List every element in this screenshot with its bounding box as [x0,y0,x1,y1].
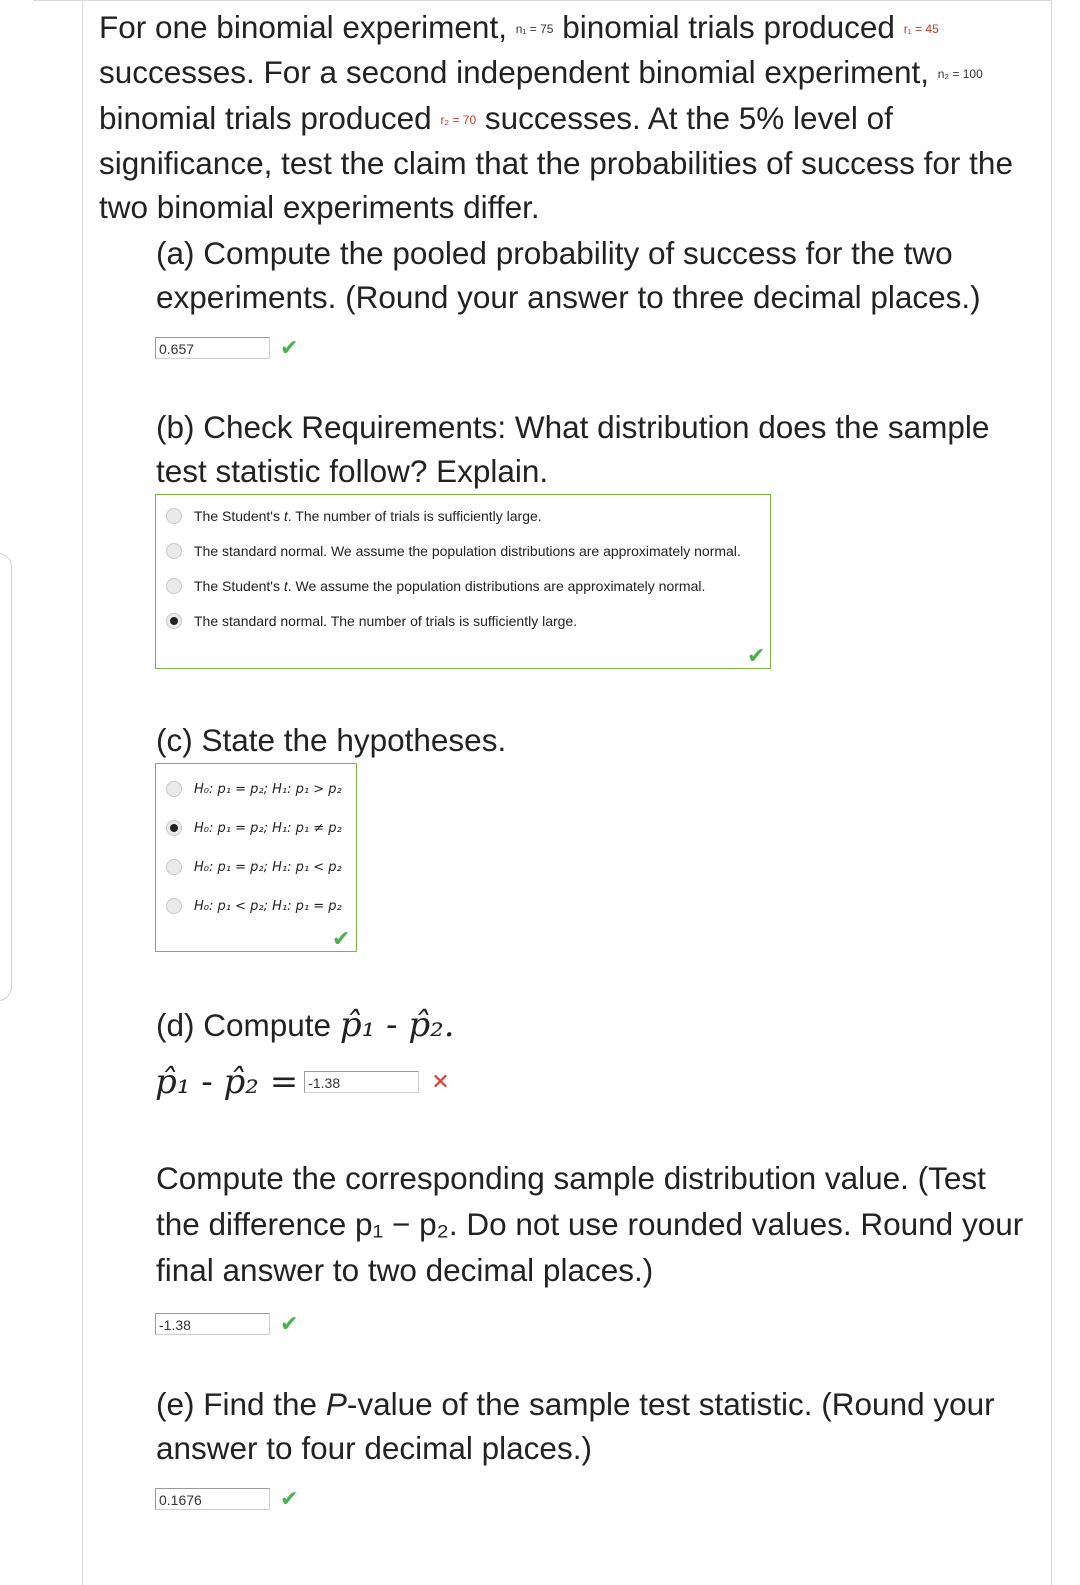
option-label: The standard normal. We assume the population distributions are approximately normal. [194,543,741,559]
intro-text-3: successes. For a second independent binomial experiment, [99,54,929,91]
part-d-answer-row [155,1062,450,1102]
radio-button[interactable] [166,508,182,524]
n2-value: n₂ = 100 [937,67,983,82]
scroll-handle[interactable] [0,553,12,1001]
part-a-answer-input[interactable]: 0.657 [155,337,270,359]
part-d-expr-label: p̂₁ - p̂₂ = [155,1062,299,1102]
option-label: The standard normal. The number of trials is sufficiently large. [194,613,578,629]
radio-button[interactable] [166,543,182,559]
part-e-question [156,1383,1046,1470]
check-icon: ✔ [280,1486,299,1511]
part-c-option[interactable] [166,781,342,797]
part-d-expression: p̂₁ - p̂₂. [339,1005,455,1045]
intro-text-5: successes. At the 5% level of significance, test the claim that the probabilities of success for the two binomial experiments differ. [99,99,1013,225]
frame-top-border [33,0,1052,1]
r2-value: r₂ = 70 [440,112,477,127]
radio-button[interactable] [166,578,182,594]
radio-button[interactable] [166,781,182,797]
hypothesis-label: H₀: p₁ = p₂; H₁: p₁ < p₂ [194,859,342,875]
part-b-option[interactable] [166,508,542,524]
part-e-text-3: -value of the sample test statistic. (Round your answer to four decimal places.) [156,1386,995,1466]
hypothesis-label: H₀: p₁ = p₂; H₁: p₁ ≠ p₂ [194,820,342,836]
part-b-option[interactable] [166,578,705,594]
n1-value: n₁ = 75 [515,21,554,36]
part-d-followup-answer-row [155,1313,298,1335]
part-d-answer-input[interactable]: -1.38 [304,1071,419,1093]
radio-button-selected[interactable] [166,820,182,836]
intro-text-1: For one binomial experiment, [99,9,507,45]
part-b-option-selected[interactable] [166,613,577,629]
part-c-option[interactable] [166,898,342,914]
frame-right-border [1051,0,1052,1585]
part-a-answer-row [155,337,298,359]
check-icon: ✔ [280,335,299,360]
r1-value: r₁ = 45 [903,21,939,36]
part-b-choices [155,494,771,669]
part-d-question [156,1004,1046,1048]
frame-left-border [82,0,83,1585]
part-c-question: (c) State the hypotheses. [156,722,507,758]
hypothesis-label: H₀: p₁ = p₂; H₁: p₁ > p₂ [194,781,342,797]
check-icon: ✔ [332,926,351,951]
part-d-followup-question: Compute the corresponding sample distribution value. (Test the difference p₁ − p₂. Do not use rounded values. Round your final answer to two decimal places.) [156,1160,1024,1288]
radio-button[interactable] [166,859,182,875]
part-e-text-1: (e) Find the [156,1386,326,1422]
part-a-question: (a) Compute the pooled probability of success for the two experiments. (Round your answer to three decimal places.) [156,235,981,315]
part-d-followup-input[interactable]: -1.38 [155,1313,270,1335]
part-c-option[interactable] [166,859,342,875]
part-e-text-2: P [325,1386,347,1422]
option-label: The Student's t. The number of trials is sufficiently large. [194,508,542,524]
part-e-answer-row [155,1488,298,1510]
cross-icon: ✕ [431,1069,450,1094]
option-label: The Student's t. We assume the population distributions are approximately normal. [194,578,706,594]
radio-button[interactable] [166,898,182,914]
check-icon: ✔ [747,643,766,668]
radio-button-selected[interactable] [166,613,182,629]
part-b-question: (b) Check Requirements: What distribution does the sample test statistic follow? Explain. [156,409,990,489]
intro-text-2: binomial trials produced [562,9,895,45]
part-c-option-selected[interactable] [166,820,342,836]
hypothesis-label: H₀: p₁ < p₂; H₁: p₁ = p₂ [194,898,342,914]
intro-text-4: binomial trials produced [99,99,432,136]
part-e-answer-input[interactable]: 0.1676 [155,1488,270,1510]
problem-statement [99,6,1049,229]
part-d-text: (d) Compute [156,1007,332,1043]
check-icon: ✔ [280,1311,299,1336]
part-c-choices [155,763,357,952]
part-b-option[interactable] [166,543,741,559]
